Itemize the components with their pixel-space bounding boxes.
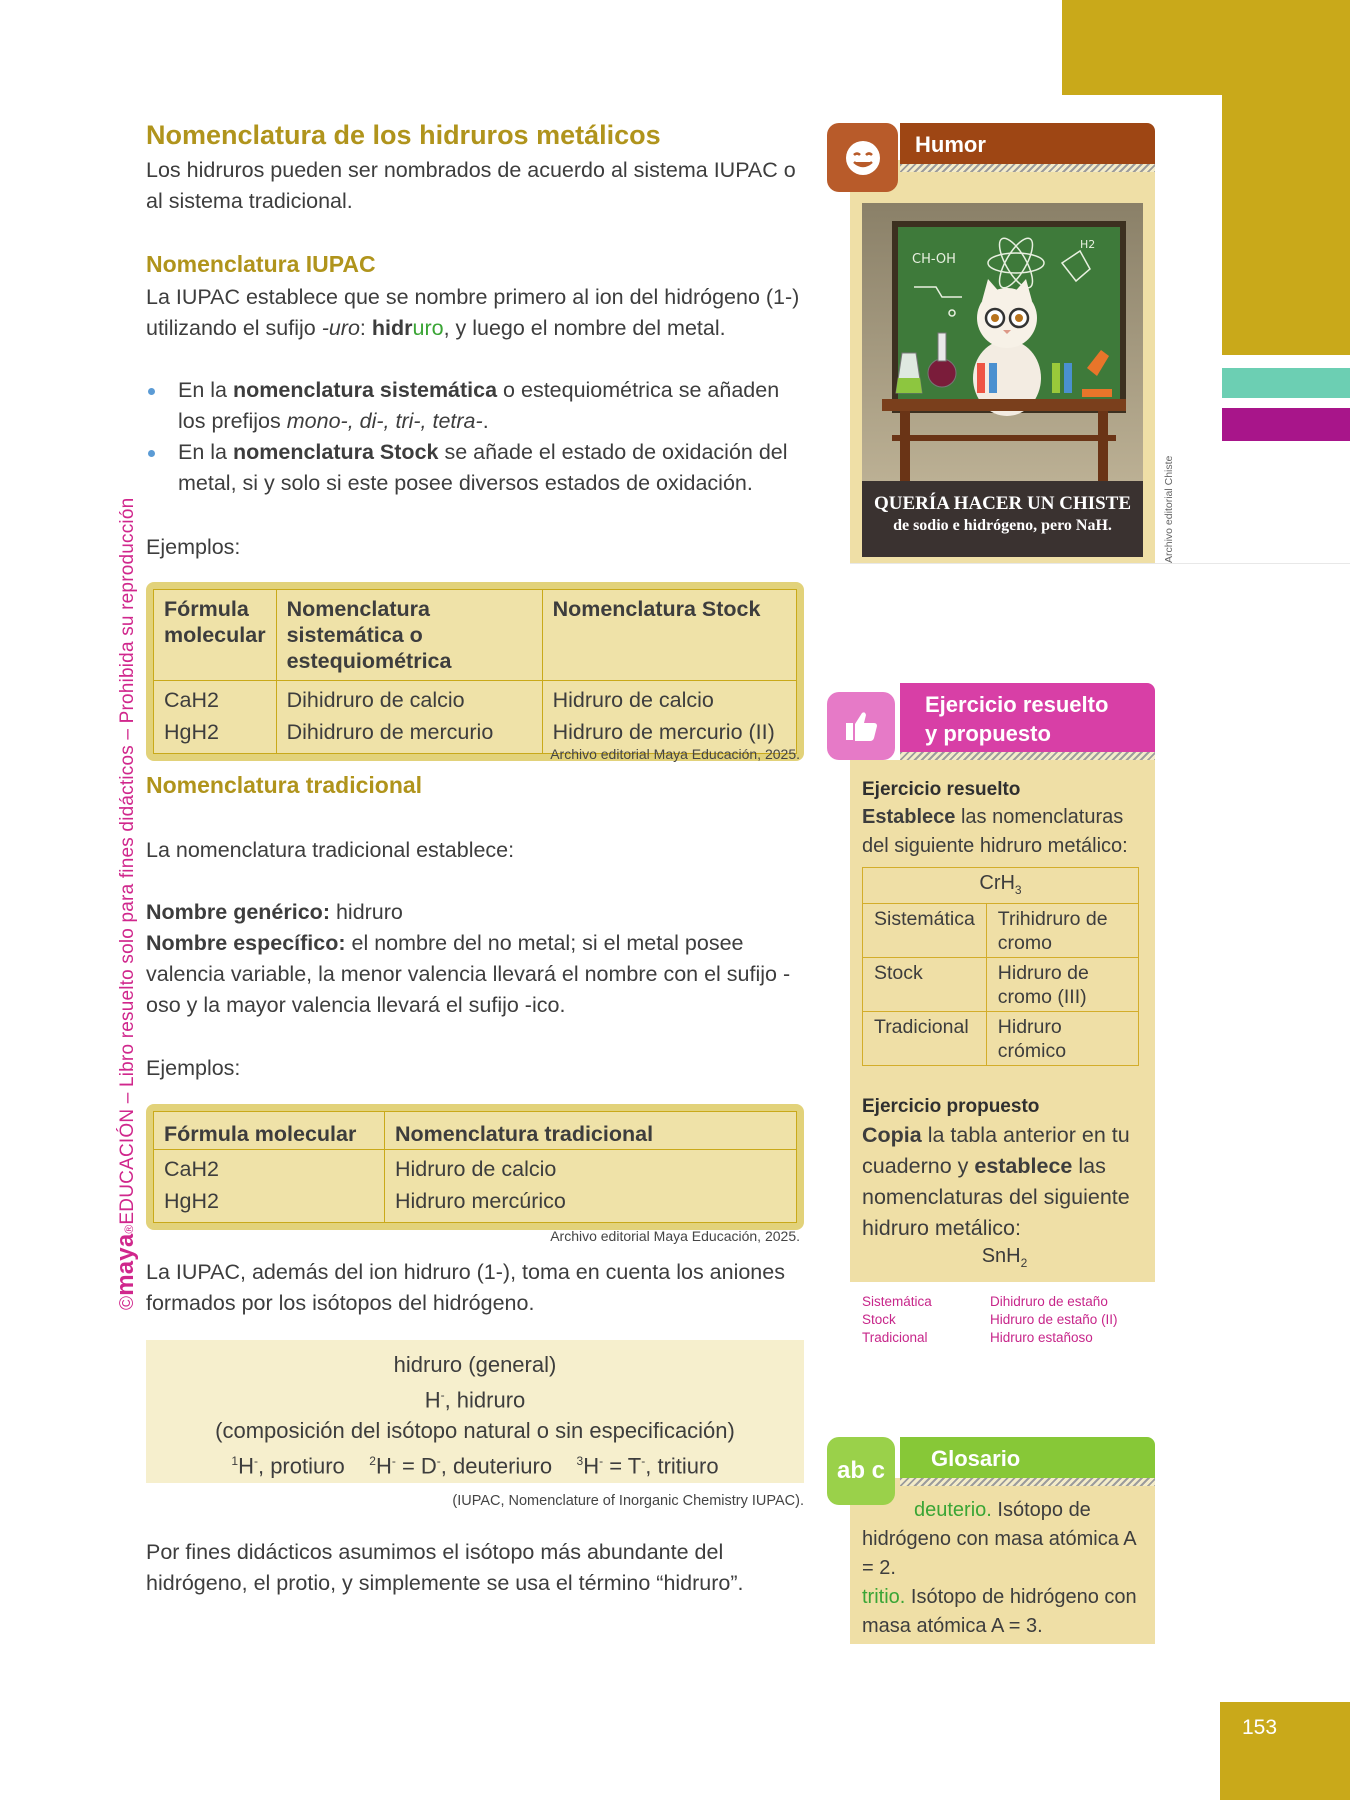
copyright-text: EDUCACIÓN – Libro resuelto solo para fines didácticos – Prohibida su reproducción <box>117 497 138 1225</box>
table-cell: Hidruro de cromo (III) <box>986 958 1138 1012</box>
humor-header <box>900 123 1155 164</box>
iupac-text: La IUPAC establece que se nombre primero al ion del hidrógeno (1-) utilizando el sufijo <box>146 285 800 340</box>
table-cell: HgH2 <box>154 1185 385 1223</box>
glossary-definition: Isótopo de hidrógeno con masa atómica A = 3. <box>862 1586 1137 1637</box>
glossary-stripe <box>900 1478 1155 1486</box>
exercise-header <box>900 683 1155 760</box>
image-credit: Archivo editorial Maya Educación, 2025. <box>550 1228 800 1244</box>
formula-text: , protiuro <box>257 1453 345 1479</box>
isotope-formula-box <box>146 1340 804 1483</box>
glossary-content <box>862 1496 1147 1641</box>
decor-teal-bar <box>1222 368 1350 398</box>
name-definitions <box>146 897 804 1021</box>
answer-label: Tradicional <box>862 1330 928 1345</box>
trad-intro: La nomenclatura tradicional establece: <box>146 838 515 862</box>
symbol: H <box>238 1453 254 1479</box>
answer-row <box>862 1293 1162 1311</box>
uro-text: uro <box>412 316 444 340</box>
instruction-bold: Establece <box>862 806 956 828</box>
instruction-text: las nomenclaturas del siguiente hidruro metálico: <box>862 1154 1130 1240</box>
intro-paragraph: Los hidruros pueden ser nombrados de acuerdo al sistema IUPAC o al sistema tradicional. <box>146 158 796 213</box>
formula-line: (composición del isótopo natural o sin especificación) <box>215 1418 735 1444</box>
table-header: Nomenclatura tradicional <box>385 1112 797 1150</box>
specific-label: Nombre específico: <box>146 931 346 955</box>
formula-text: , hidruro <box>444 1387 526 1413</box>
registered-symbol: ® <box>122 1224 136 1234</box>
bullet-italic: mono-, di-, tri-, tetra- <box>286 409 483 433</box>
decor-magenta-bar <box>1222 408 1350 441</box>
caption-line-2: de sodio e hidrógeno, pero NaH. <box>893 517 1112 534</box>
table-row <box>154 1150 797 1186</box>
table-cell: Hidruro de mercurio (II) <box>542 716 796 754</box>
superscript: - <box>253 1454 258 1469</box>
answer-key <box>862 1293 1162 1347</box>
glossary-entry <box>862 1496 1147 1583</box>
solved-heading: Ejercicio resuelto <box>862 779 1021 800</box>
superscript: 2 <box>369 1454 376 1469</box>
cartoon-illustration <box>862 203 1143 557</box>
decor-gold-bar <box>1222 95 1350 355</box>
thumbs-up-icon <box>827 692 895 760</box>
solved-table <box>862 867 1139 1066</box>
subscript: 2 <box>1020 1256 1028 1270</box>
formula-line <box>146 1446 804 1481</box>
page-number: 153 <box>1220 1702 1350 1800</box>
formula-line: hidruro (general) <box>393 1352 557 1377</box>
symbol: H <box>375 1453 392 1479</box>
exercise-title-line: y propuesto <box>925 721 1051 746</box>
generic-label: Nombre genérico: <box>146 900 330 924</box>
formula-text: = D <box>395 1453 437 1479</box>
table-cell: Hidruro mercúrico <box>385 1185 797 1223</box>
glossary-definition: Isótopo de hidrógeno con masa atómica A = 2. <box>862 1499 1136 1579</box>
superscript: 1 <box>231 1454 239 1469</box>
iupac-text-end: , y luego el nombre del metal. <box>443 316 726 340</box>
answer-row <box>862 1329 1162 1347</box>
table-traditional-examples <box>146 1104 804 1230</box>
superscript: - <box>641 1454 646 1469</box>
formula-text: = T <box>603 1453 642 1479</box>
bullet-text: En la <box>178 378 233 402</box>
superscript: - <box>391 1454 396 1469</box>
solved-table-wrap <box>862 867 1139 1066</box>
copyright-symbol: © <box>117 1295 138 1310</box>
bullet-text: . <box>482 409 489 433</box>
glossary-icon-letters: ab c <box>836 1457 886 1484</box>
table-iupac-examples <box>146 582 804 761</box>
page-title: Nomenclatura de los hidruros metálicos <box>146 120 661 150</box>
instruction-bold: establece <box>974 1154 1073 1178</box>
symbol: H <box>583 1453 600 1479</box>
caption-line-1: QUERÍA HACER UN CHISTE <box>873 493 1132 514</box>
table-cell: CaH2 <box>154 681 277 717</box>
specific-value: el nombre del no metal; si el metal posee valencia variable, la menor valencia llevará el nombre con el sufijo -oso y la mayor valencia llevará el sufijo -ico. <box>146 931 791 1017</box>
answer-value: Hidruro estañoso <box>990 1330 1093 1345</box>
answer-label: Sistemática <box>862 1294 932 1309</box>
table-cell: Hidruro de calcio <box>542 681 796 717</box>
glossary-term: deuterio. <box>914 1499 992 1521</box>
nomenclature-bullets <box>146 375 804 499</box>
image-credit: Archivo editorial Maya Educación, 2025. <box>550 746 800 762</box>
table-cell: Dihidruro de calcio <box>276 681 542 717</box>
table-row <box>863 958 1139 1012</box>
table-cell: Hidruro de calcio <box>385 1150 797 1186</box>
iupac-heading: Nomenclatura IUPAC <box>146 251 376 277</box>
colon-text: : <box>359 316 372 340</box>
decor-gold-bar <box>1062 0 1350 95</box>
exercise-stripe <box>900 752 1155 760</box>
board-text: H2 <box>1080 238 1096 251</box>
exercise-title-line: Ejercicio resuelto <box>925 692 1109 717</box>
table-row <box>863 1012 1139 1066</box>
glossary-title: Glosario <box>931 1446 1021 1471</box>
generic-value: hidruro <box>329 900 403 924</box>
proposed-instruction <box>862 1120 1147 1244</box>
trad-heading: Nomenclatura tradicional <box>146 772 423 798</box>
instruction-text: las nomenclaturas del siguiente hidruro metálico: <box>862 806 1128 857</box>
superscript: - <box>599 1454 604 1469</box>
formula-line <box>146 1380 804 1415</box>
instruction-bold: Copia <box>862 1123 922 1147</box>
proposed-exercise <box>862 1094 1147 1270</box>
formula-text: , deuteriuro <box>440 1453 553 1479</box>
source-credit: (IUPAC, Nomenclature of Inorganic Chemistry IUPAC). <box>452 1493 804 1509</box>
table-header: Nomenclatura Stock <box>542 590 796 681</box>
copyright-notice <box>112 498 140 1310</box>
symbol: H <box>424 1387 441 1413</box>
solved-instruction <box>862 803 1147 861</box>
bullet-text: se añade el estado de oxidación del metal, si y solo si este posee diversos estados de oxidación. <box>178 440 788 495</box>
table-cell: Hidruro crómico <box>986 1012 1138 1066</box>
bullet-text: En la <box>178 440 233 464</box>
solved-exercise <box>862 777 1147 861</box>
glossary-header <box>900 1437 1155 1478</box>
bullet-bold: nomenclatura Stock <box>232 440 439 464</box>
superscript: - <box>440 1388 445 1402</box>
table-cell: Stock <box>863 958 987 1012</box>
table-row <box>154 681 797 717</box>
formula-cell <box>863 868 1139 904</box>
table-row <box>863 904 1139 958</box>
bullet-text: o estequiométrica se añaden los prefijos <box>178 378 780 433</box>
table-row <box>154 1185 797 1223</box>
superscript: - <box>436 1454 441 1469</box>
hidr-text: hidr <box>371 316 413 340</box>
decor-divider <box>850 563 1350 564</box>
final-paragraph: Por fines didácticos asumimos el isótopo más abundante del hidrógeno, el protio, y simplemente se usa el término “hidruro”. <box>146 1540 744 1595</box>
glossary-entry <box>862 1583 1147 1641</box>
table-cell: Tradicional <box>863 1012 987 1066</box>
answer-value: Hidruro de estaño (II) <box>990 1312 1118 1327</box>
table-header: Fórmula molecular <box>154 1112 385 1150</box>
board-text: CH-OH <box>912 252 956 267</box>
humor-title: Humor <box>915 132 986 157</box>
exercise-title <box>925 690 1108 748</box>
smile-icon <box>827 123 898 192</box>
table-cell: Sistemática <box>863 904 987 958</box>
suffix-text: -uro <box>321 316 360 340</box>
table-cell: HgH2 <box>154 716 277 754</box>
instruction-text: la tabla anterior en tu cuaderno y <box>862 1123 1130 1178</box>
table-header: Fórmula molecular <box>154 590 277 681</box>
answer-row <box>862 1311 1162 1329</box>
image-credit: Archivo editorial Chiste <box>1163 455 1175 563</box>
proposed-heading: Ejercicio propuesto <box>862 1096 1040 1117</box>
iupac-paragraph <box>146 282 804 344</box>
formula: SnH <box>981 1245 1021 1267</box>
cartoon-caption <box>862 493 1143 535</box>
proposed-formula <box>862 1245 1147 1270</box>
superscript: 3 <box>576 1454 584 1469</box>
answer-value: Dihidruro de estaño <box>990 1294 1108 1309</box>
examples-label: Ejemplos: <box>146 535 241 559</box>
subscript: 3 <box>1014 883 1022 897</box>
bullet-sistematica <box>146 375 804 437</box>
table-header: Nomenclatura sistemática o estequiométrica <box>276 590 542 681</box>
bullet-stock <box>146 437 804 499</box>
humor-stripe <box>900 164 1155 172</box>
formula: CrH <box>979 872 1015 894</box>
examples-label: Ejemplos: <box>146 1056 241 1080</box>
formula-text: , tritiuro <box>645 1453 719 1479</box>
brand-name: maya <box>112 1233 139 1296</box>
glossary-icon <box>827 1437 895 1505</box>
answer-label: Stock <box>862 1312 896 1327</box>
table-cell: CaH2 <box>154 1150 385 1186</box>
bullet-bold: nomenclatura sistemática <box>232 378 498 402</box>
iupac-isotopes-paragraph: La IUPAC, además del ion hidruro (1-), toma en cuenta los aniones formados por los isótopos del hidrógeno. <box>146 1260 785 1315</box>
table-cell: Trihidruro de cromo <box>986 904 1138 958</box>
table-cell: Dihidruro de mercurio <box>276 716 542 754</box>
glossary-term: tritio. <box>862 1586 906 1608</box>
